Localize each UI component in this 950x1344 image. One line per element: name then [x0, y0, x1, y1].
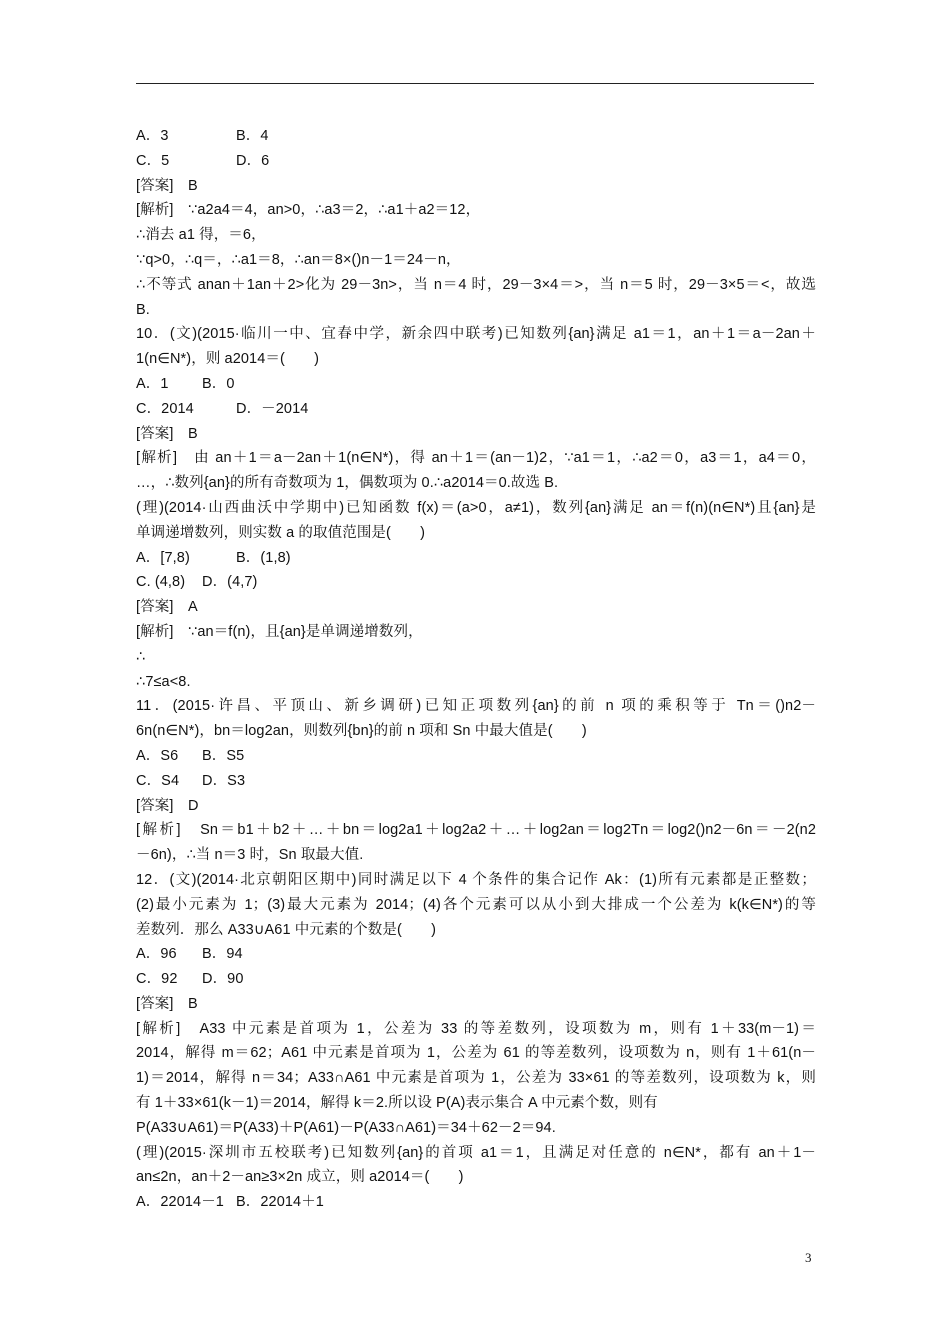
text-line: B.	[136, 301, 150, 318]
option-a: A．96	[136, 946, 177, 963]
text-line: 12．(文)(2014·北京朝阳区期中)同时满足以下 4 个条件的集合记作 Ak：(1)所有元素都是正整数；	[136, 871, 816, 888]
text-line: 有 1＋33×61(k－1)＝2014，解得 k＝2.所以设 P(A)表示集合 A 中元素个数，则有	[136, 1095, 658, 1112]
text-line: P(A33∪A61)＝P(A33)＋P(A61)－P(A33∩A61)＝34＋62－2＝94.	[136, 1119, 556, 1136]
text-line: [解析] Sn＝b1＋b2＋…＋bn＝log2a1＋log2a2＋…＋log2an＝log2Tn＝log2()n2－6n＝－2(n2	[136, 822, 816, 839]
text-line: (理)(2014·山西曲沃中学期中)已知函数 f(x)＝(a>0，a≠1)，数列{an}满足 an＝f(n)(n∈N*)且{an}是	[136, 499, 816, 516]
option-a: A．S6	[136, 747, 179, 764]
text-line: [解析] A33 中元素是首项为 1，公差为 33 的等差数列，设项数为 m，则有 1＋33(m－1)＝	[136, 1020, 816, 1037]
document-body	[136, 124, 816, 1215]
option-a: C．92	[136, 971, 178, 988]
option-line	[136, 942, 816, 967]
option-a: A．3	[136, 128, 169, 144]
text-line: 单调递增数列，则实数 a 的取值范围是( )	[136, 524, 426, 541]
text-line: ∴7≤a<8.	[136, 673, 191, 690]
text-line: …，∴数列{an}的所有奇数项为 1，偶数项为 0.∴a2014＝0.故选 B.	[136, 475, 559, 492]
option-line	[136, 124, 816, 149]
option-line	[136, 744, 816, 769]
option-line	[136, 397, 816, 422]
option-b: D．6	[236, 152, 270, 169]
text-line: ∴消去 a1 得，＝6，	[136, 227, 266, 244]
text-line: ∴不等式 anan＋1an＋2>化为 29－3n>，当 n＝4 时，29－3×4＝>，当 n＝5 时，29－3×5＝<，故选	[136, 276, 816, 293]
text-line: (2)最小元素为 1；(3)最大元素为 2014；(4)各个元素可以从小到大排成一个公差为 k(k∈N*)的等	[136, 896, 816, 913]
option-line	[136, 967, 816, 992]
page-number: 3	[805, 1250, 812, 1265]
text-line: 差数列．那么 A33∪A61 中元素的个数是( )	[136, 921, 437, 938]
text-line: 10．(文)(2015·临川一中、宜春中学，新余四中联考)已知数列{an}满足 a1＝1，an＋1＝a－2an＋	[136, 326, 816, 343]
option-line	[136, 149, 816, 174]
option-b: B．S5	[202, 747, 245, 764]
option-a: A．1	[136, 375, 169, 392]
text-line: [答案] B	[136, 177, 198, 194]
text-line: 1)＝2014，解得 n＝34；A33∩A61 中元素是首项为 1，公差为 33×61 的等差数列，设项数为 k，则	[136, 1070, 816, 1087]
option-line	[136, 1190, 816, 1215]
option-line	[136, 570, 816, 595]
text-line: 1(n∈N*)，则 a2014＝( )	[136, 351, 320, 368]
option-a: C．5	[136, 152, 170, 169]
option-b: B．0	[202, 375, 235, 392]
option-a: C．S4	[136, 772, 180, 789]
text-line: [答案] D	[136, 797, 199, 814]
option-line	[136, 769, 816, 794]
option-a: A．[7,8)	[136, 549, 190, 566]
option-b: D．90	[202, 971, 244, 988]
option-b: B．(1,8)	[236, 549, 291, 566]
option-a: C．2014	[136, 400, 194, 417]
text-line: [答案] A	[136, 599, 198, 616]
text-line: －6n)，∴当 n＝3 时，Sn 取最大值.	[136, 847, 364, 864]
option-b: D．(4,7)	[202, 574, 258, 591]
text-line: 11．(2015·许昌、平顶山、新乡调研)已知正项数列{an}的前 n 项的乘积等于 Tn＝()n2－	[136, 698, 816, 715]
option-a: C. (4,8)	[136, 574, 186, 591]
text-line: [解析] 由 an＋1＝a－2an＋1(n∈N*)，得 an＋1＝(an－1)2，∵a1＝1，∴a2＝0，a3＝1，a4＝0，	[136, 450, 816, 467]
text-line: [解析] ∵an＝f(n)，且{an}是单调递增数列，	[136, 623, 423, 640]
text-line: ∵q>0，∴q＝，∴a1＝8，∴an＝8×()n－1＝24－n，	[136, 251, 461, 268]
text-line: 2014，解得 m＝62；A61 中元素是首项为 1，公差为 61 的等差数列，设项数为 n，则有 1＋61(n－	[136, 1045, 816, 1062]
text-line: [答案] B	[136, 995, 198, 1012]
text-line: 6n(n∈N*)，bn＝log2an，则数列{bn}的前 n 项和 Sn 中最大值是( )	[136, 723, 587, 740]
option-b: B．22014＋1	[236, 1194, 324, 1211]
text-line: [解析] ∵a2a4＝4，an>0，∴a3＝2，∴a1＋a2＝12，	[136, 202, 481, 219]
option-b: D．S3	[202, 772, 246, 789]
text-line: ∴	[136, 648, 146, 665]
option-b: D．－2014	[236, 400, 309, 417]
option-line	[136, 372, 816, 397]
text-line: (理)(2015·深圳市五校联考)已知数列{an}的首项 a1＝1，且满足对任意的 n∈N*，都有 an＋1－	[136, 1144, 816, 1161]
text-line: an≤2n，an＋2－an≥3×2n 成立，则 a2014＝( )	[136, 1169, 464, 1186]
option-b: B．94	[202, 946, 243, 963]
option-b: B．4	[236, 128, 269, 144]
text-line: [答案] B	[136, 425, 198, 442]
option-a: A．22014－1	[136, 1194, 224, 1211]
header-rule	[136, 83, 814, 84]
option-line	[136, 546, 816, 571]
